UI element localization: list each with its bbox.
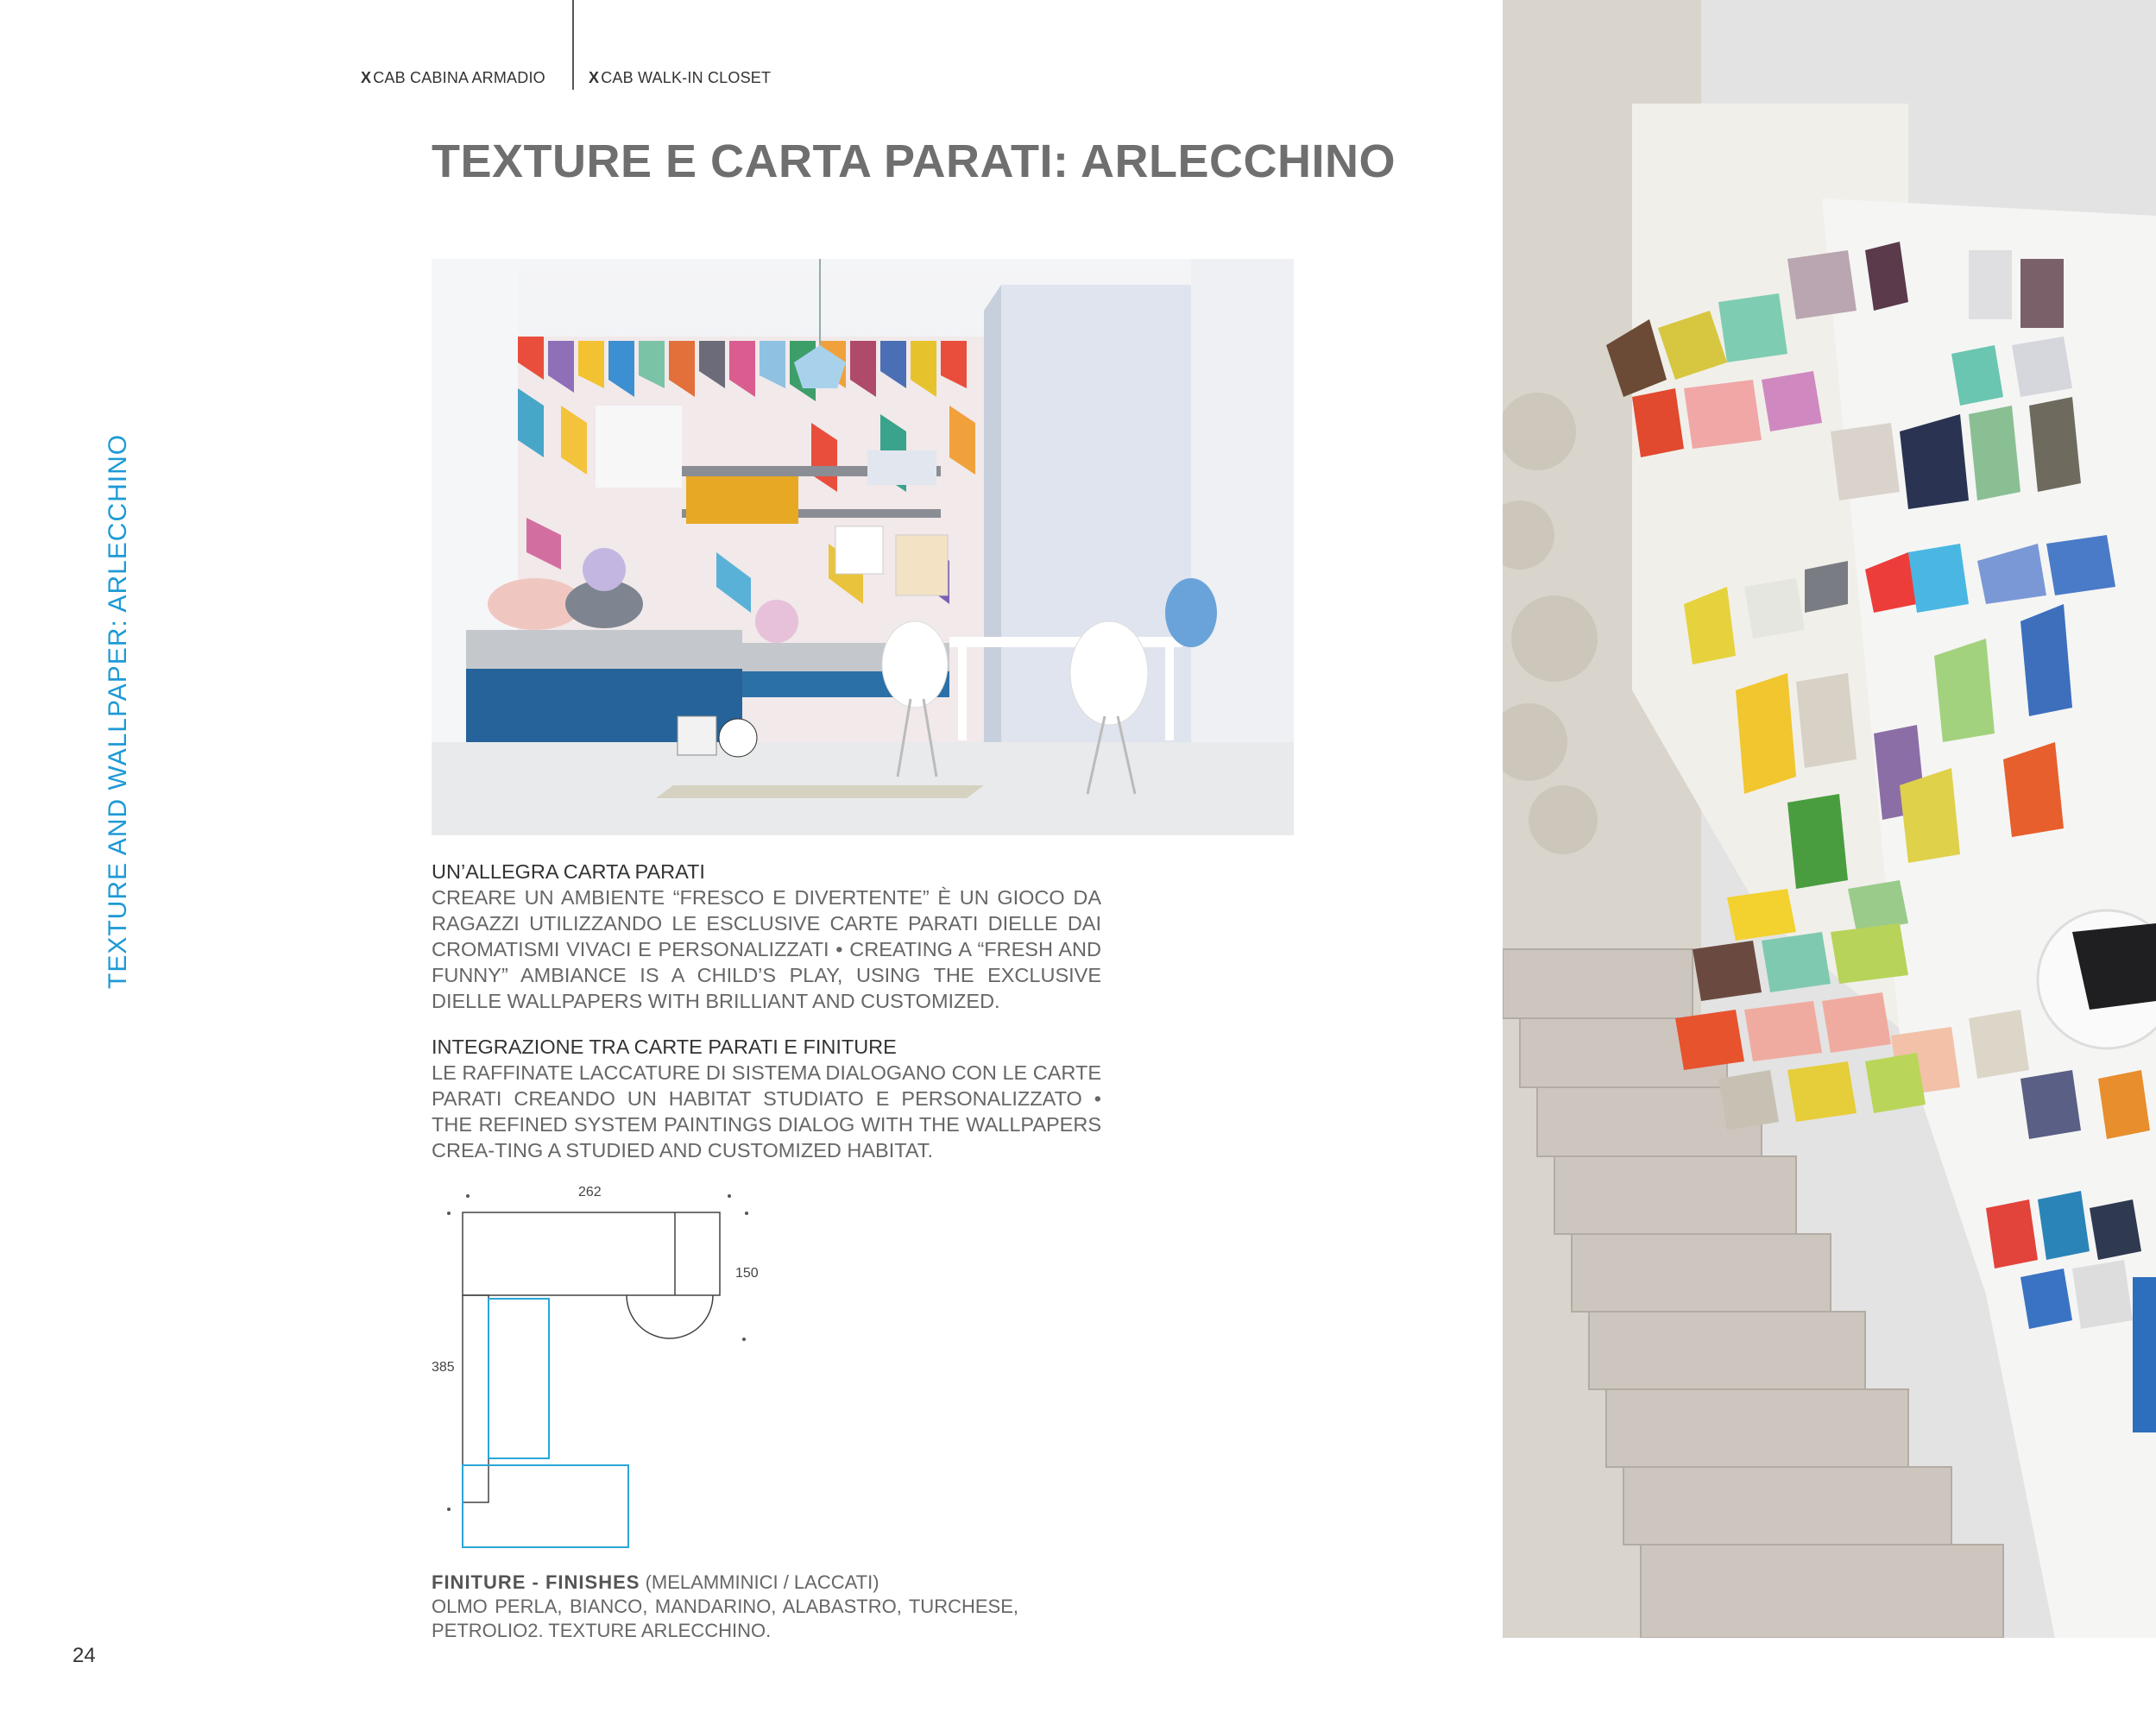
header-right-label: CAB WALK-IN CLOSET	[601, 69, 772, 86]
bed-outline	[489, 1299, 549, 1458]
page-number: 24	[72, 1644, 96, 1667]
dimension-width: 262	[578, 1185, 602, 1199]
wardrobe-outline	[463, 1212, 720, 1295]
finishes-block	[432, 1571, 1018, 1643]
floor-plan	[423, 1174, 785, 1571]
dimension-depth: 150	[735, 1266, 759, 1281]
finishes-type: (MELAMMINICI / LACCATI)	[645, 1571, 879, 1593]
section-cheerful-wallpaper	[432, 859, 1101, 1014]
bed-outline	[463, 1465, 628, 1547]
brand-mark: X	[589, 69, 600, 86]
section-body: LE RAFFINATE LACCATURE DI SISTEMA DIALOGANO CON LE CARTE PARATI CREANDO UN HABITAT STUDIATO E PERSONALIZZATO • THE REFINED SYSTEM PAINTINGS DIALOG WITH THE WALLPAPERS CREA-TING A STUDIED AND CUSTOMIZED HABITAT.	[432, 1061, 1101, 1162]
section-integration	[432, 1034, 1101, 1163]
brand-mark: X	[361, 69, 372, 86]
bedroom-photo	[432, 259, 1294, 835]
stairs-illustration	[1503, 0, 2156, 1638]
header-left-label: CAB CABINA ARMADIO	[373, 69, 545, 86]
section-heading: INTEGRAZIONE TRA CARTE PARATI E FINITURE	[432, 1036, 897, 1058]
bedroom-illustration	[432, 259, 1294, 835]
finishes-list: OLMO PERLA, BIANCO, MANDARINO, ALABASTRO, TURCHESE, PETROLIO2. TEXTURE ARLECCHINO.	[432, 1596, 1018, 1641]
section-heading: UN’ALLEGRA CARTA PARATI	[432, 860, 705, 883]
header-divider	[572, 0, 574, 90]
stairs-photo	[1503, 0, 2156, 1638]
door-swing	[627, 1295, 713, 1338]
dimension-length: 385	[432, 1360, 455, 1375]
header-left	[361, 69, 545, 87]
finishes-label: FINITURE - FINISHES	[432, 1571, 640, 1593]
side-label: TEXTURE AND WALLPAPER: ARLECCHINO	[104, 433, 132, 989]
page-title: TEXTURE E CARTA PARATI: ARLECCHINO	[432, 135, 1396, 187]
header-right	[589, 69, 771, 87]
section-body: CREARE UN AMBIENTE “FRESCO E DIVERTENTE” È UN GIOCO DA RAGAZZI UTILIZZANDO LE ESCLUSIVE CARTE PARATI DIELLE DAI CROMATISMI VIVACI E PERSONALIZZATI • CREATING A “FRESH AND FUNNY” AMBIANCE IS A CHILD’S PLAY, USING THE EXCLUSIVE DIELLE WALLPAPERS WITH BRILLIANT AND CUSTOMIZED.	[432, 886, 1101, 1012]
